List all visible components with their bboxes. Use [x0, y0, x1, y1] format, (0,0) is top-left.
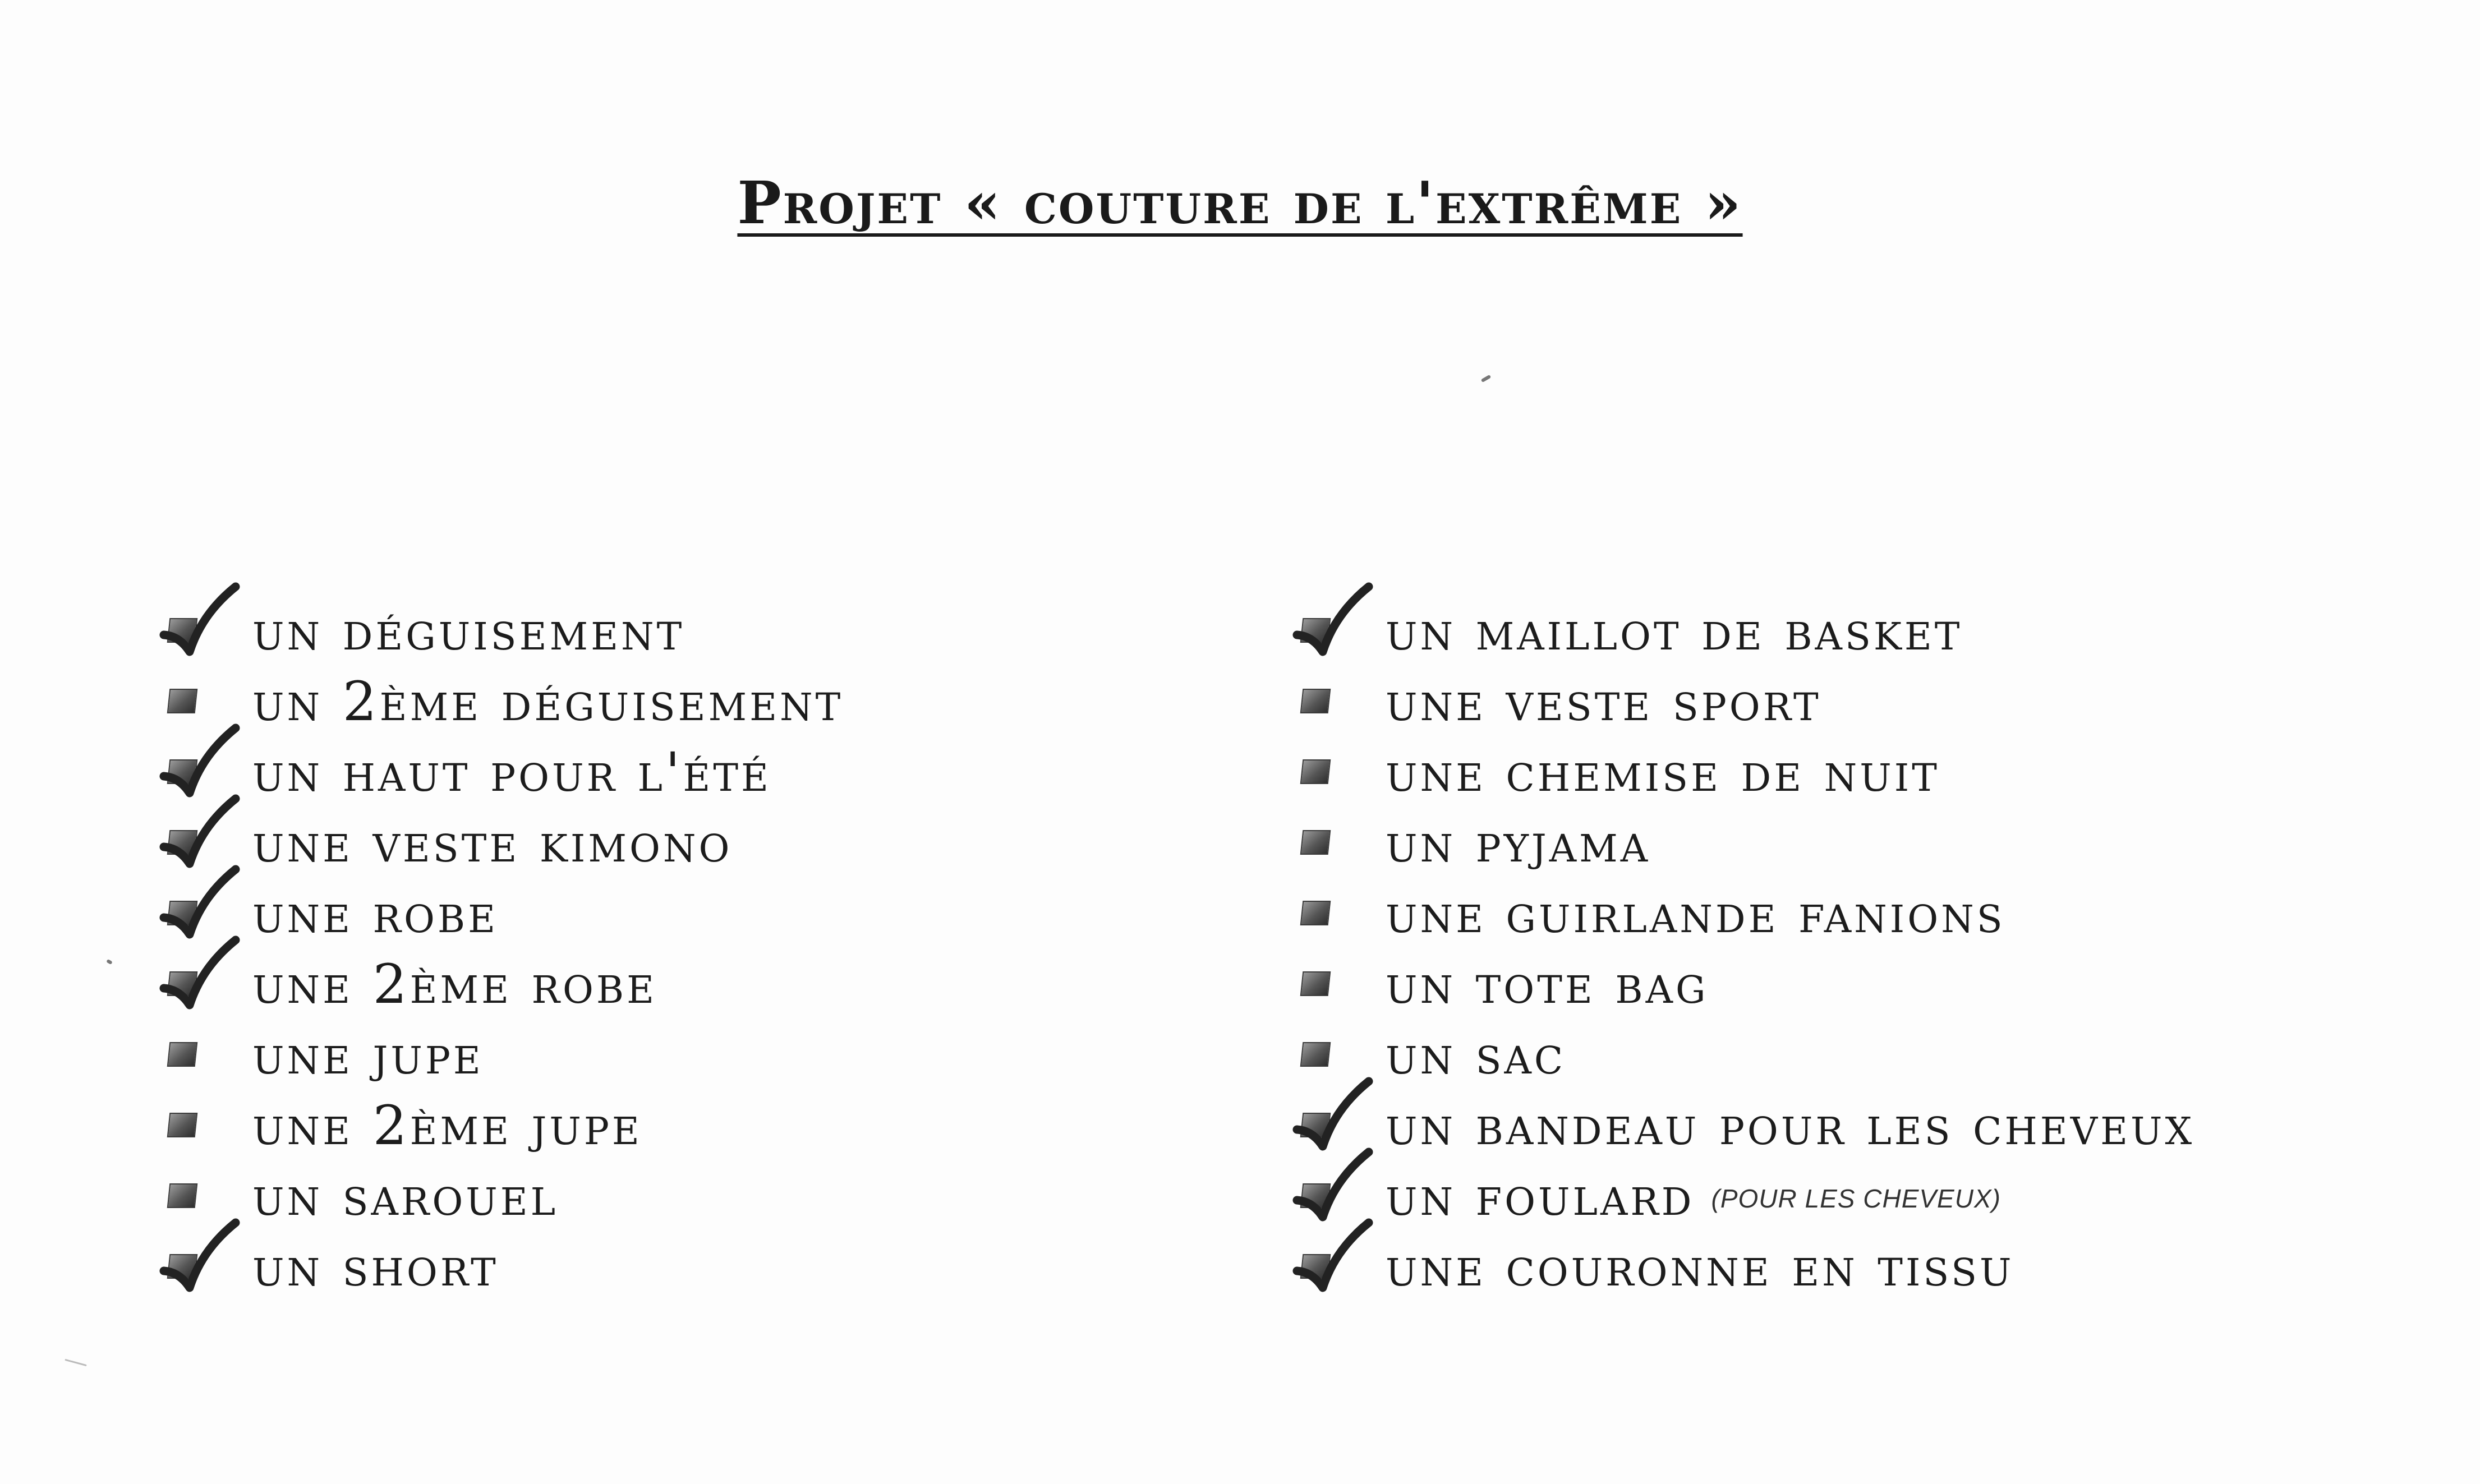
checklist-item [157, 666, 843, 737]
left-checklist [157, 596, 843, 1302]
item-label: un foulard [1386, 1165, 1695, 1228]
item-label: un 2ème déguisement [252, 670, 844, 733]
checklist-item [1290, 1090, 2194, 1161]
checkbox-icon [1300, 901, 1331, 925]
checklist-item [157, 596, 843, 666]
item-label: une 2ème robe [252, 953, 657, 1016]
checklist-item [157, 1020, 843, 1090]
item-label: un haut pour l'été [252, 741, 771, 804]
checklist-item [157, 808, 843, 878]
checkmark-icon [157, 580, 241, 664]
page-title [0, 168, 2480, 237]
item-label: un bandeau pour les cheveux [1386, 1094, 2195, 1157]
checklist-item [157, 949, 843, 1020]
checklist-item [1290, 737, 2194, 808]
scan-speck [65, 1359, 86, 1366]
title-text: Projet « couture de l'extrême » [737, 168, 1743, 237]
checklist-item [1290, 1020, 2194, 1090]
checkbox-marker [157, 1090, 252, 1161]
item-label: un tote bag [1386, 953, 1709, 1016]
checkbox-icon [167, 1183, 198, 1208]
checklist-item [157, 737, 843, 808]
item-label: une veste sport [1386, 670, 1821, 733]
item-label: une veste kimono [252, 812, 733, 874]
checklist-item [1290, 1232, 2194, 1302]
checkbox-marker [157, 1020, 252, 1090]
checkbox-marker [1290, 949, 1386, 1020]
checkbox-icon [1300, 689, 1331, 713]
checkmark-icon [1290, 1216, 1374, 1300]
checklist-item [1290, 1161, 2194, 1232]
item-label: un sarouel [252, 1165, 559, 1228]
checklist-item [157, 1161, 843, 1232]
scan-speck [1481, 375, 1492, 382]
checkbox-marker [1290, 596, 1386, 666]
item-label: une guirlande fanions [1386, 882, 2005, 945]
checkbox-icon [167, 1113, 198, 1137]
right-checklist [1290, 596, 2194, 1302]
checklist-item [1290, 596, 2194, 666]
item-label: un déguisement [252, 600, 685, 662]
item-label: une chemise de nuit [1386, 741, 1940, 804]
item-label: un sac [1386, 1024, 1566, 1086]
item-label: une jupe [252, 1024, 484, 1086]
item-label: une robe [252, 882, 499, 945]
checkbox-marker [1290, 878, 1386, 949]
checkmark-icon [157, 1216, 241, 1300]
checkbox-marker [157, 596, 252, 666]
item-label: une 2ème jupe [252, 1094, 642, 1157]
item-label: une couronne en tissu [1386, 1236, 2014, 1298]
checkbox-icon [1300, 830, 1331, 855]
item-label: un short [252, 1236, 499, 1298]
checklist-item [157, 878, 843, 949]
checkbox-icon [1300, 759, 1331, 784]
checkmark-icon [157, 933, 241, 1017]
item-label: un pyjama [1386, 812, 1651, 874]
item-label: un maillot de basket [1386, 600, 1963, 662]
scan-speck [106, 959, 113, 965]
checkbox-marker [1290, 737, 1386, 808]
checkmark-icon [1290, 580, 1374, 664]
checkbox-marker [157, 949, 252, 1020]
checklist-item [1290, 949, 2194, 1020]
checkbox-marker [1290, 1232, 1386, 1302]
checklist-item [157, 1232, 843, 1302]
checklist-item [157, 1090, 843, 1161]
checkbox-marker [1290, 666, 1386, 737]
item-note: (POUR LES CHEVEUX) [1711, 1184, 2001, 1213]
checkbox-icon [1300, 1042, 1331, 1067]
checklist-item [1290, 666, 2194, 737]
checkbox-marker [157, 1232, 252, 1302]
checkbox-marker [1290, 808, 1386, 878]
checkbox-icon [1300, 971, 1331, 996]
checkbox-icon [167, 689, 198, 713]
checklist-item [1290, 808, 2194, 878]
checklist-item [1290, 878, 2194, 949]
checkbox-icon [167, 1042, 198, 1067]
